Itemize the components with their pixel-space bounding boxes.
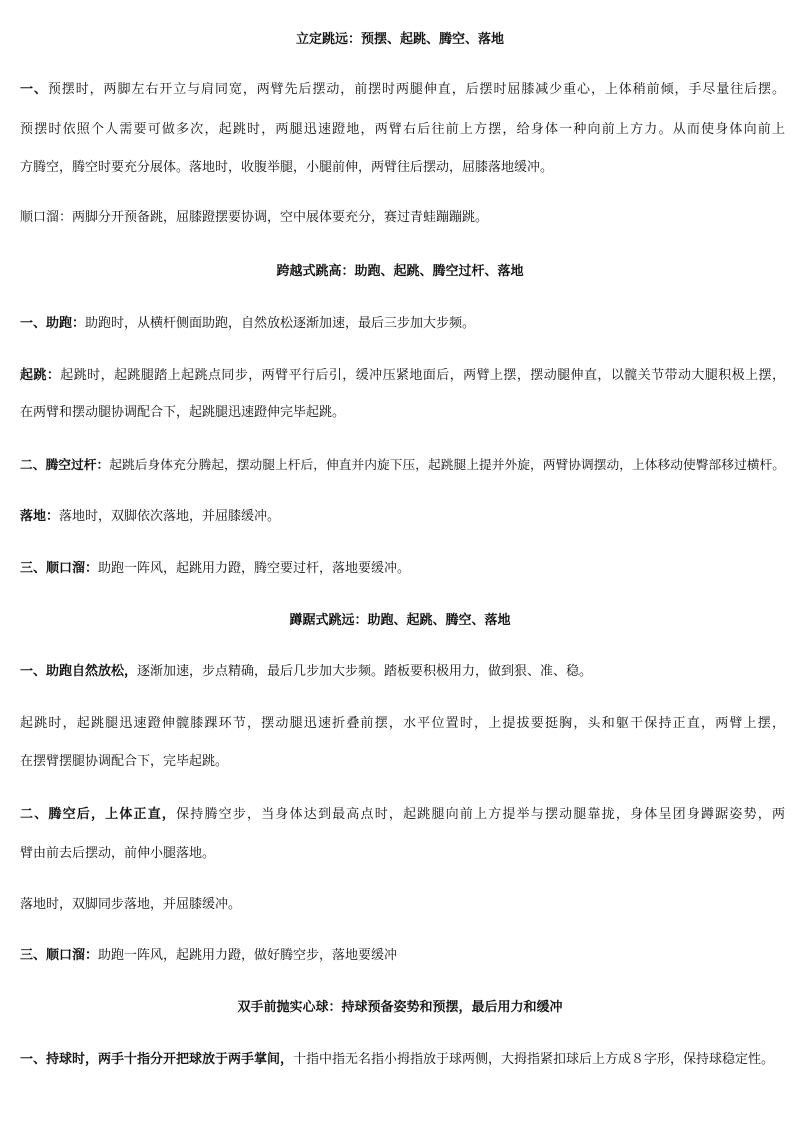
- paragraph-text: 助跑时，从横杆侧面助跑，自然放松逐渐加速，最后三步加大步频。: [85, 316, 476, 331]
- paragraph-line: [20, 560, 785, 578]
- item-label: 一、助跑：: [20, 316, 86, 331]
- item-label: 三、顺口溜：: [20, 561, 99, 576]
- paragraph-line: [20, 663, 785, 681]
- paragraph-line: 方腾空，腾空时要充分展体。落地时，收腹举腿，小腿前伸，两臂往后摆动，屈膝落地缓冲。: [20, 160, 554, 175]
- section-title-straddle-high-jump: 跨越式跳高：助跑、起跳、腾空过杆、落地: [276, 264, 524, 279]
- rhyme-paragraph: 顺口溜：两脚分开预备跳，屈膝蹬摆要协调，空中展体要充分，赛过青蛙蹦蹦跳。: [20, 210, 489, 225]
- paragraph-text: 保持腾空步，当身体达到最高点时，起跳腿向前上方提举与摆动腿靠拢，身体呈团身蹲踞姿势，两: [176, 807, 785, 822]
- section-title-squat-long-jump: 蹲踞式跳远：助跑、起跳、腾空、落地: [289, 613, 511, 628]
- paragraph-text: 助跑一阵风，起跳用力蹬，做好腾空步，落地要缓冲: [98, 948, 398, 963]
- paragraph-line: [20, 81, 785, 99]
- paragraph-text: 助跑一阵风，起跳用力蹬，腾空要过杆，落地要缓冲。: [98, 561, 411, 576]
- item-label: 二、腾空后，上体正直，: [20, 807, 177, 822]
- paragraph-text: 预摆时，两脚左右开立与肩同宽，两臂先后摆动，前摆时两腿伸直，后摆时屈膝减少重心，上体稍前倾，手尽量往后摆。: [47, 82, 785, 97]
- item-label: 起跳：: [20, 368, 61, 383]
- item-label: 一、持球时，两手十指分开把球放于两手掌间，: [20, 1052, 294, 1067]
- paragraph-text: 起跳后身体充分腾起，摆动腿上杆后，伸直并内旋下压，起跳腿上提并外旋，两臂协调摆动，上体移动使臀部移过横杆。: [109, 458, 785, 473]
- paragraph-line: [20, 508, 785, 526]
- item-label: 一、助跑自然放松，: [20, 664, 138, 679]
- paragraph-line: 预摆时依照个人需要可做多次，起跳时，两腿迅速蹬地，两臂右后往前上方摆，给身体一种向前上方力。从而使身体向前上: [20, 122, 785, 137]
- paragraph-line: [20, 315, 785, 333]
- item-label: 三、顺口溜：: [20, 948, 99, 963]
- paragraph-line: 臂由前去后摆动，前伸小腿落地。: [20, 846, 216, 861]
- paragraph-line: 起跳时，起跳腿迅速蹬伸髋膝踝环节，摆动腿迅速折叠前摆，水平位置时，上提拔要挺胸，头和躯干保持正直，两臂上摆，: [20, 716, 785, 731]
- section-title-standing-long-jump: 立定跳远：预摆、起跳、腾空、落地: [295, 32, 504, 47]
- item-marker: 一、: [20, 82, 48, 97]
- paragraph-line: 在两臂和摆动腿协调配合下，起跳腿迅速蹬伸完毕起跳。: [20, 405, 346, 420]
- item-label: 二、腾空过杆：: [20, 458, 110, 473]
- paragraph-text: 起跳时，起跳腿踏上起跳点同步，两臂平行后引，缓冲压紧地面后，两臂上摆，摆动腿伸直，以髋关节带动大腿积极上摆，: [60, 368, 785, 383]
- paragraph-line: [20, 1051, 785, 1069]
- paragraph-text: 十指中指无名指小拇指放于球两侧，大拇指紧扣球后上方成８字形，保持球稳定性。: [293, 1052, 775, 1067]
- item-label: 落地：: [20, 509, 60, 524]
- section-title-medicine-ball-throw: 双手前抛实心球：持球预备姿势和预摆，最后用力和缓冲: [237, 1000, 563, 1015]
- paragraph-line: [20, 806, 785, 824]
- paragraph-line: 落地时，双脚同步落地，并屈膝缓冲。: [20, 897, 242, 912]
- paragraph-text: 落地时，双脚依次落地，并屈膝缓冲。: [59, 509, 281, 524]
- paragraph-line: [20, 947, 785, 965]
- paragraph-line: [20, 367, 785, 385]
- paragraph-line: [20, 457, 785, 475]
- paragraph-line: 在摆臂摆腿协调配合下，完毕起跳。: [20, 754, 229, 769]
- paragraph-text: 逐渐加速，步点精确，最后几步加大步频。踏板要积极用力，做到狠、准、稳。: [137, 664, 593, 679]
